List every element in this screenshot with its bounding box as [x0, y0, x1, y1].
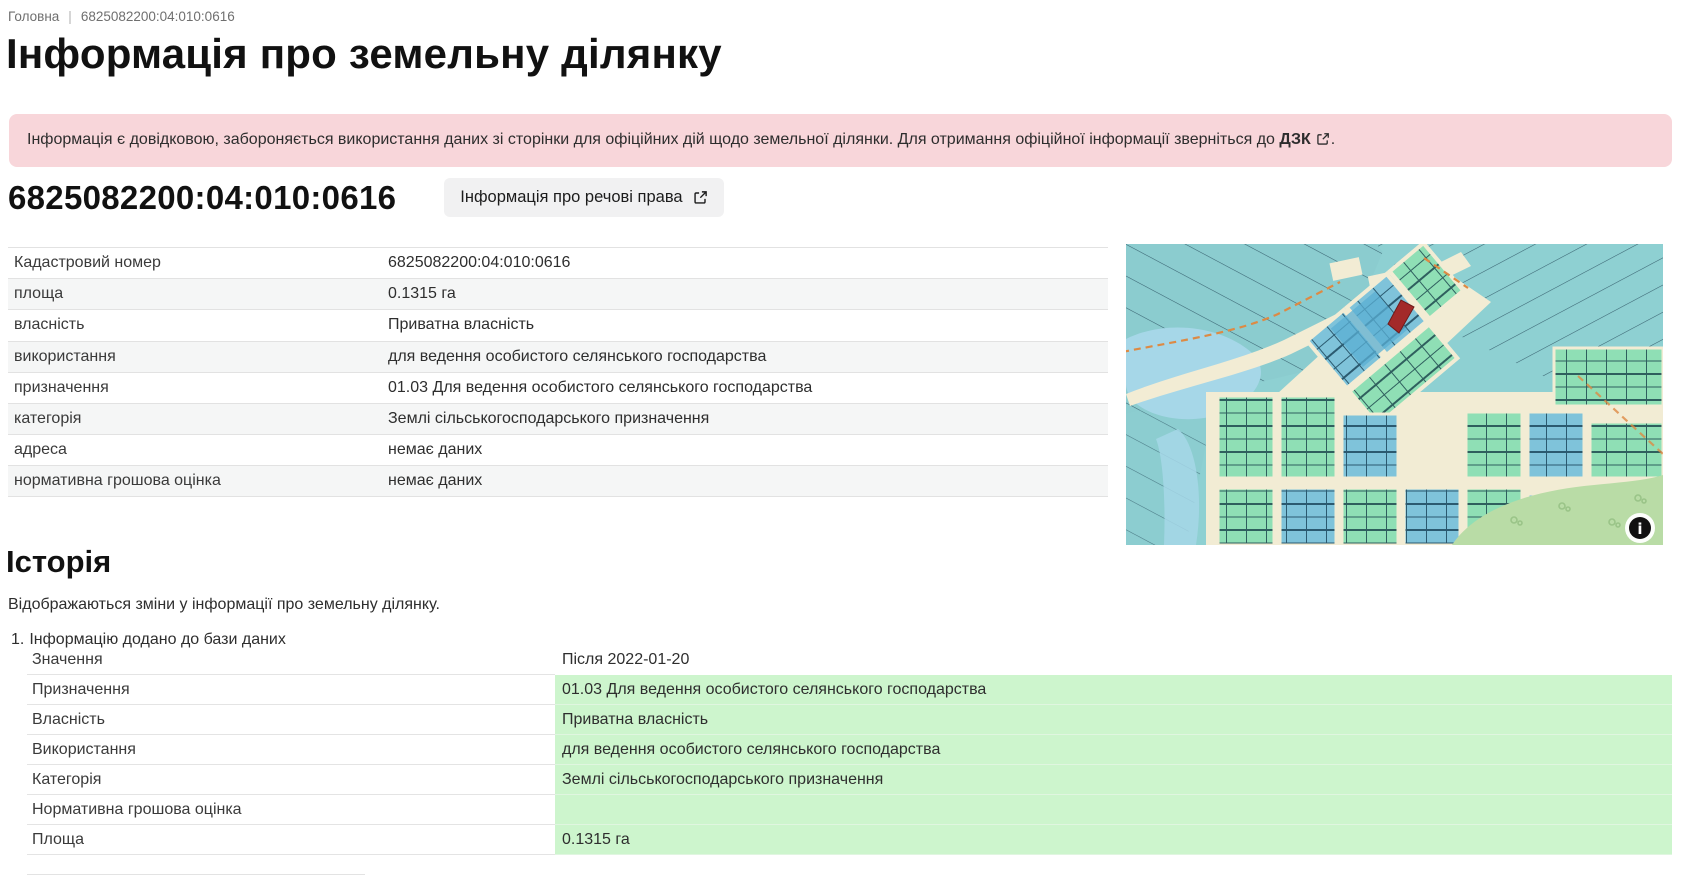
table-row [27, 705, 1672, 735]
breadcrumb [8, 9, 235, 24]
row-value: Землі сільськогосподарського призначення [388, 410, 710, 428]
row-value: Приватна власність [388, 316, 535, 334]
history-entry-title: Інформацію додано до бази даних [29, 631, 286, 648]
svg-text:i: i [1637, 520, 1643, 538]
rights-info-button-label: Інформація про речові права [460, 188, 683, 206]
breadcrumb-home-link[interactable]: Головна [8, 9, 60, 24]
next-table-partial-border [27, 874, 365, 875]
row-value: 6825082200:04:010:0616 [388, 254, 571, 272]
cadastral-map[interactable] [1126, 244, 1663, 545]
table-row [27, 765, 1672, 795]
external-link-icon[interactable] [693, 190, 708, 205]
row-value: немає даних [388, 441, 483, 459]
row-label: категорія [14, 410, 82, 428]
table-row [8, 309, 1108, 340]
row-value: Землі сільськогосподарського призначення [555, 765, 1672, 795]
table-row [27, 645, 1672, 675]
row-value: 0.1315 га [388, 285, 456, 303]
row-label: Власність [27, 705, 555, 735]
notice-suffix: . [1330, 130, 1336, 148]
notice-text-body: Інформація є довідковою, забороняється використання даних зі сторінки для офіційних дій щодо земельної ділянки. Для отримання офіційної інформації зверніться до [27, 130, 1280, 148]
row-label: площа [14, 285, 64, 303]
table-row [8, 465, 1108, 496]
table-row [8, 372, 1108, 403]
row-value: 01.03 Для ведення особистого селянського господарства [555, 675, 1672, 705]
table-row [8, 434, 1108, 465]
row-label: адреса [14, 441, 67, 459]
row-label: використання [14, 347, 116, 365]
rights-info-button[interactable] [444, 178, 723, 217]
table-row [8, 341, 1108, 372]
breadcrumb-separator: | [68, 9, 72, 24]
dzk-link[interactable]: ДЗК [1279, 130, 1311, 148]
table-row [8, 403, 1108, 434]
history-entry-index: 1. [11, 631, 25, 648]
row-label: Кадастровий номер [14, 254, 161, 272]
row-value: для ведення особистого селянського господарства [388, 347, 767, 365]
table-row [8, 278, 1108, 309]
row-label: Використання [27, 735, 555, 765]
page-title: Інформація про земельну ділянку [6, 30, 722, 77]
table-row [8, 247, 1108, 278]
row-label: власність [14, 316, 85, 334]
row-label: Значення [27, 645, 555, 675]
row-value: немає даних [388, 471, 483, 489]
row-label: нормативна грошова оцінка [14, 471, 221, 489]
history-description: Відображаються зміни у інформації про земельну ділянку. [8, 596, 440, 613]
notice-banner [9, 114, 1672, 167]
row-label: Категорія [27, 765, 555, 795]
table-row [27, 735, 1672, 765]
row-value: 0.1315 га [555, 825, 1672, 855]
parcel-properties-table [8, 247, 1108, 497]
row-value: Приватна власність [555, 705, 1672, 735]
row-value: для ведення особистого селянського господарства [555, 735, 1672, 765]
row-label: призначення [14, 378, 109, 396]
history-title: Історія [6, 544, 112, 579]
table-row [27, 795, 1672, 825]
row-value [555, 795, 1672, 825]
history-table [27, 645, 1672, 855]
breadcrumb-current: 6825082200:04:010:0616 [80, 9, 235, 24]
row-value: 01.03 Для ведення особистого селянського господарства [388, 378, 813, 396]
parcel-number: 6825082200:04:010:0616 [8, 178, 397, 216]
external-link-icon[interactable] [1316, 132, 1330, 151]
table-row [27, 675, 1672, 705]
table-row [27, 825, 1672, 855]
notice-text [27, 131, 1335, 151]
map-info-icon[interactable] [1625, 513, 1655, 543]
row-label: Площа [27, 825, 555, 855]
row-label: Призначення [27, 675, 555, 705]
row-label: Нормативна грошова оцінка [27, 795, 555, 825]
parcel-header [8, 178, 724, 217]
row-value: Після 2022-01-20 [562, 651, 690, 668]
